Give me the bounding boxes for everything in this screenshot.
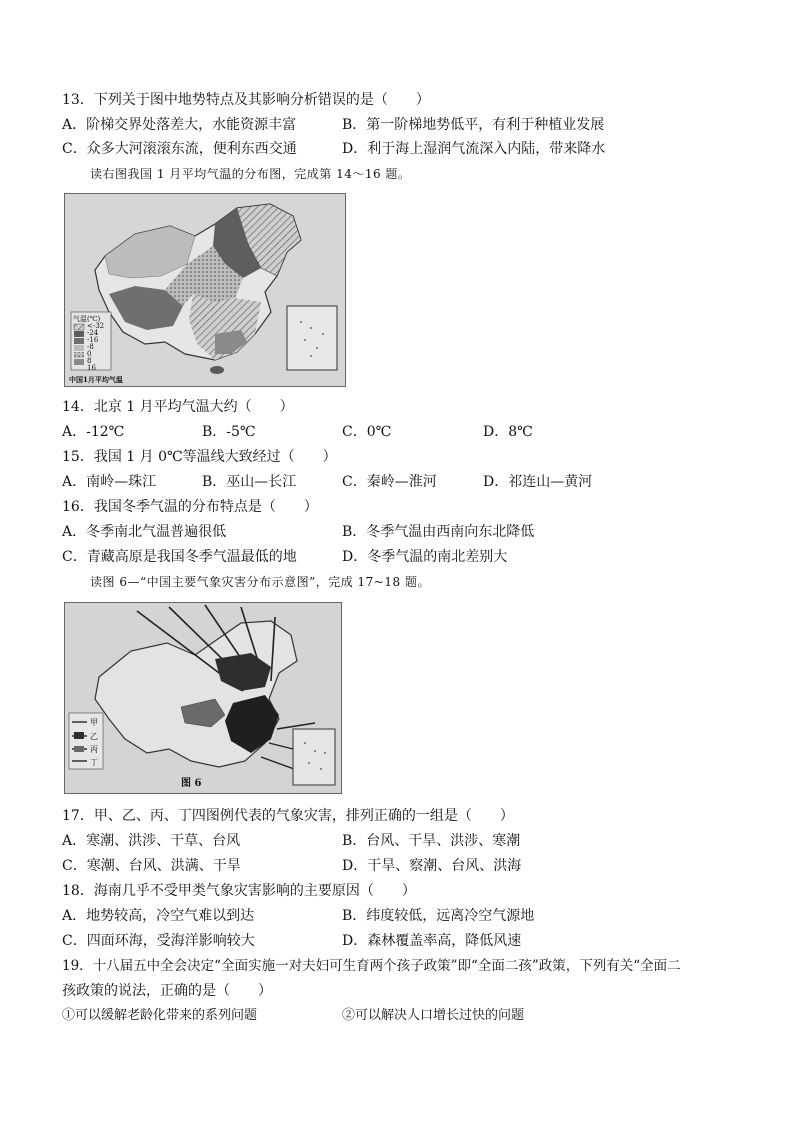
q16-option-b: B．冬季气温由西南向东北降低 bbox=[342, 524, 535, 540]
q18-option-b: B．纬度较低，远离冷空气源地 bbox=[342, 908, 535, 924]
legend-value-1: <-32 bbox=[87, 322, 105, 330]
q16-option-a: A．冬季南北气温普遍很低 bbox=[62, 524, 227, 540]
q15-option-b: B．巫山—长江 bbox=[202, 474, 297, 490]
legend-value-2: -24 bbox=[87, 329, 99, 337]
q13-option-a: A．阶梯交界处落差大，水能资源丰富 bbox=[62, 117, 297, 133]
weather-disaster-map bbox=[64, 602, 342, 794]
q14-option-a: A．-12℃ bbox=[62, 424, 125, 440]
south-sea-inset bbox=[287, 306, 337, 370]
intro-14-16: 读右图我国 1 月平均气温的分布图，完成第 14～16 题。 bbox=[90, 167, 411, 181]
q13-option-b: B．第一阶梯地势低平，有利于种植业发展 bbox=[342, 117, 605, 133]
q18-stem: 18．海南几乎不受甲类气象灾害影响的主要原因（ ） bbox=[62, 883, 416, 899]
q13-stem: 13．下列关于图中地势特点及其影响分析错误的是（ ） bbox=[62, 92, 430, 108]
hainan-island bbox=[210, 366, 224, 374]
q16-stem: 16．我国冬季气温的分布特点是（ ） bbox=[62, 499, 318, 515]
legend-jia: 甲 bbox=[90, 718, 98, 727]
q18-option-a: A．地势较高，冷空气难以到达 bbox=[62, 908, 255, 924]
legend-value-5: 0 bbox=[87, 350, 92, 358]
q19-option-1: ①可以缓解老龄化带来的系列问题 bbox=[62, 1008, 258, 1023]
q17-option-b: B．台风、干旱、洪涉、寒潮 bbox=[342, 833, 521, 849]
q14-option-b: B．-5℃ bbox=[202, 424, 256, 440]
q13-option-d: D．利于海上湿润气流深入内陆，带来降水 bbox=[342, 141, 606, 157]
map1-caption: 中国1月平均气温 bbox=[69, 375, 123, 384]
legend-title: 气温(℃) bbox=[73, 315, 101, 323]
january-temperature-map bbox=[64, 193, 346, 387]
legend-value-7: 16 bbox=[87, 364, 96, 372]
q19-stem-line1: 19．十八届五中全会决定“全面实施一对夫妇可生育两个孩子政策”即“全面二孩”政策，下列有关“全面二 bbox=[62, 958, 681, 974]
intro-17-18: 读图 6—“中国主要气象灾害分布示意图”，完成 17~18 题。 bbox=[90, 575, 430, 589]
legend-ding: 丁 bbox=[90, 758, 98, 767]
south-sea-inset-2 bbox=[293, 729, 335, 785]
legend-yi: 乙 bbox=[90, 732, 98, 741]
q17-stem: 17．甲、乙、丙、丁四图例代表的气象灾害，排列正确的一组是（ ） bbox=[62, 808, 514, 824]
q15-stem: 15．我国 1 月 0℃等温线大致经过（ ） bbox=[62, 449, 337, 465]
legend-value-6: 8 bbox=[87, 357, 92, 365]
q17-option-c: C．寒潮、台风、洪满、干旱 bbox=[62, 858, 241, 874]
q14-option-d: D．8℃ bbox=[483, 424, 533, 440]
legend-bing: 丙 bbox=[90, 745, 98, 754]
q18-option-d: D．森林覆盖率高，降低风速 bbox=[342, 933, 522, 949]
q16-option-d: D．冬季气温的南北差别大 bbox=[342, 549, 508, 565]
legend-value-4: -8 bbox=[87, 343, 94, 351]
q15-option-a: A．南岭—珠江 bbox=[62, 474, 157, 490]
q17-option-d: D．干旱、察潮、台风、洪海 bbox=[342, 858, 522, 874]
q14-stem: 14．北京 1 月平均气温大约（ ） bbox=[62, 399, 294, 415]
q15-option-d: D．祁连山—黄河 bbox=[483, 474, 593, 490]
q19-option-2: ②可以解决人口增长过快的问题 bbox=[342, 1008, 525, 1023]
q18-option-c: C．四面环海，受海洋影响较大 bbox=[62, 933, 255, 949]
q14-option-c: C．0℃ bbox=[342, 424, 392, 440]
q13-option-c: C．众多大河滚滚东流，便利东西交通 bbox=[62, 141, 297, 157]
legend-value-3: -16 bbox=[87, 336, 99, 344]
q16-option-c: C．青藏高原是我国冬季气温最低的地 bbox=[62, 549, 297, 565]
map2-caption: 图 6 bbox=[181, 778, 202, 789]
q15-option-c: C．秦岭—淮河 bbox=[342, 474, 437, 490]
q19-stem-line2: 孩政策的说法，正确的是（ ） bbox=[62, 983, 272, 999]
q17-option-a: A．寒潮、洪涉、干草、台风 bbox=[62, 833, 241, 849]
